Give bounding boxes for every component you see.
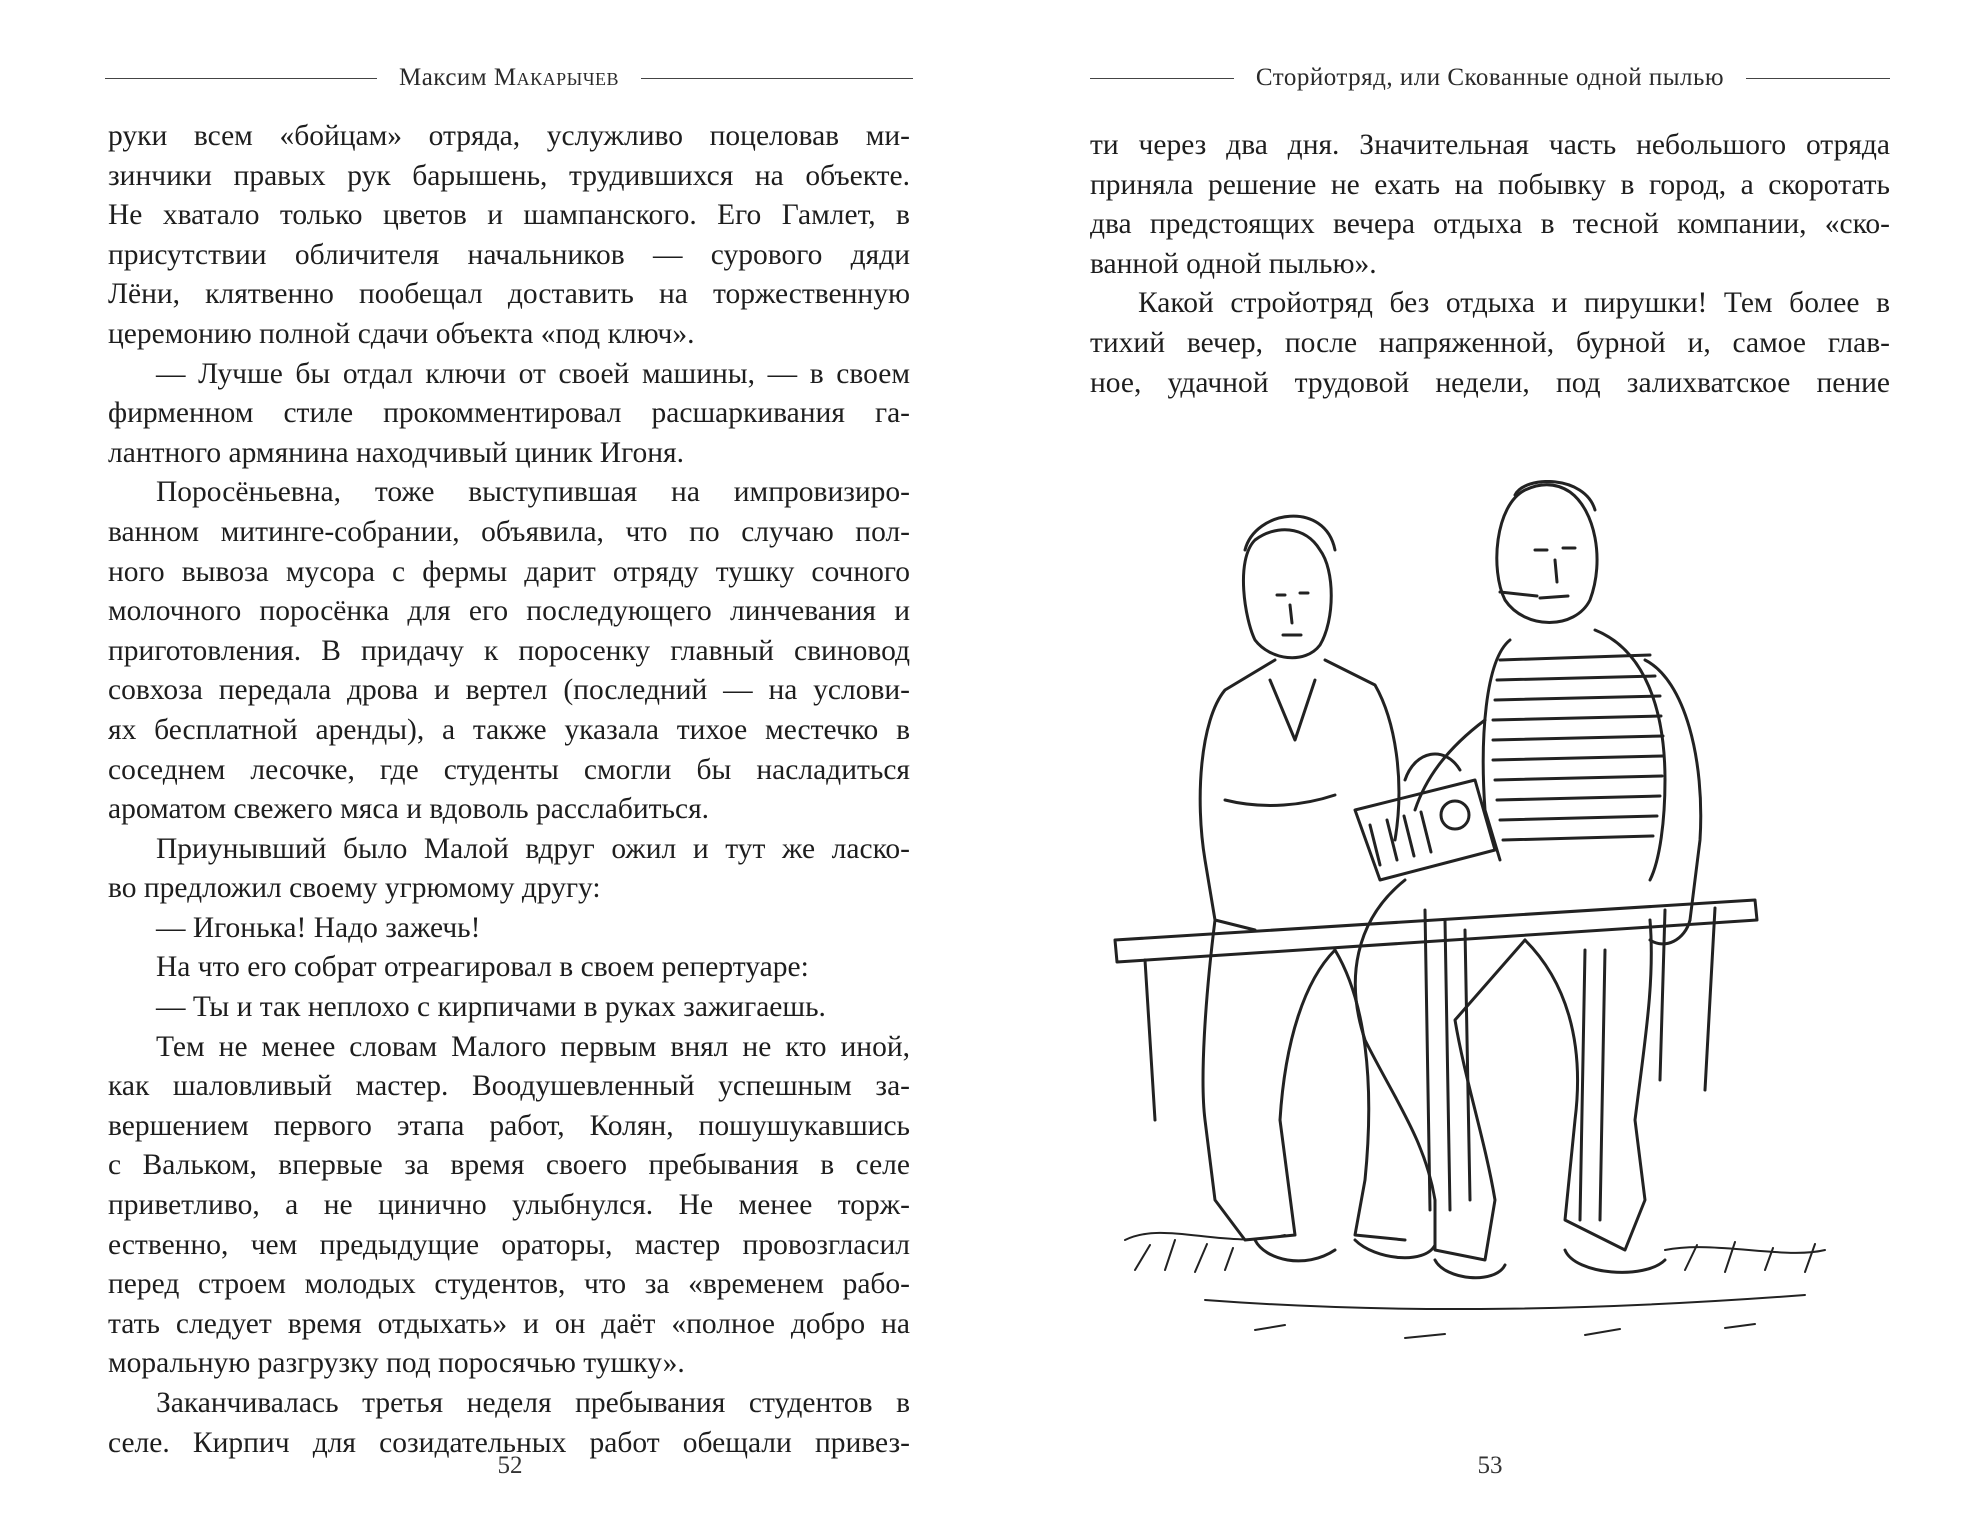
text-line: молочного поросёнка для его последующего линчевания и [108, 595, 910, 628]
text-line: ественно, чем предыдущие ораторы, мастер провозгласил [108, 1228, 910, 1261]
running-head-rule [641, 78, 913, 79]
text-line: приготовления. В придачу к поросенку главный свиновод [108, 634, 910, 667]
text-line: Тем не менее словам Малого первым внял не кто иной, [156, 1030, 910, 1063]
text-line: — Игонька! Надо зажечь! [156, 911, 481, 944]
running-head-rule [1090, 78, 1234, 79]
text-line: Не хватало только цветов и шампанского. Его Гамлет, в [108, 199, 910, 232]
text-line: — Лучше бы отдал ключи от своей машины, — в своем [156, 357, 910, 390]
text-line: совхоза передала дрова и вертел (последний — на услови- [108, 674, 910, 707]
author-first-name: Максим [398, 64, 488, 91]
text-line: тать следует время отдыхать» и он даёт «полное добро на [108, 1307, 910, 1340]
text-line: ях бесплатной аренды), а также указала тихое местечко в [108, 713, 910, 746]
book-title: Сторйотряд, или Скованные одной пылью [1255, 64, 1725, 91]
text-line: фирменном стиле прокомментировал расшаркивания га- [108, 397, 910, 430]
text-line: приветливо, а не цинично улыбнулся. Не менее торж- [108, 1189, 910, 1222]
text-line: два предстоящих вечера отдыха в тесной компании, «ско- [1090, 208, 1890, 241]
text-line: как шаловливый мастер. Воодушевленный успешным за- [108, 1070, 910, 1103]
text-line: тихий вечер, после напряженной, бурной и, самое глав- [1090, 326, 1890, 359]
text-line: присутствии обличителя начальников — сурового дяди [108, 238, 910, 271]
running-head-rule [105, 78, 377, 79]
text-line: — Ты и так неплохо с кирпичами в руках зажигаешь. [156, 991, 826, 1024]
text-line: приняла решение не ехать на побывку в город, а скоротать [1090, 168, 1890, 201]
text-line: вершением первого этапа работ, Колян, пошушукавшись [108, 1109, 910, 1142]
text-line: Заканчивалась третья неделя пребывания студентов в [156, 1387, 910, 1419]
text-line: соседнем лесочке, где студенты смогли бы насладиться [108, 753, 910, 786]
author-name [377, 64, 641, 92]
text-line: Какой стройотряд без отдыха и пирушки! Тем более в [1138, 287, 1890, 320]
text-line: зинчики правых рук барышень, трудившихся на объекте. [108, 159, 910, 192]
right-body-text [1090, 126, 1890, 403]
running-head-rule [1746, 78, 1890, 79]
right-running-head [1090, 58, 1890, 98]
text-line: руки всем «бойцам» отряда, услужливо поцеловав ми- [108, 120, 910, 152]
text-line: ное, удачной трудовой недели, под залихватское пение [1090, 366, 1890, 399]
page-number: 53 [1477, 1452, 1503, 1479]
right-figure [1355, 481, 1700, 1277]
text-line: церемонию полной сдачи объекта «под ключ». [108, 317, 695, 350]
text-line: во предложил своему угрюмому другу: [108, 872, 601, 905]
text-line: ванном митинге-собрании, объявила, что по случаю пол- [108, 515, 910, 548]
author-last-name: Макарычев [493, 64, 620, 91]
two-men-on-bench-drawing [1105, 480, 1865, 1360]
text-line: моральную разгрузку под поросячью тушку». [108, 1347, 685, 1380]
text-line: На что его собрат отреагировал в своем репертуаре: [156, 951, 809, 984]
text-line: с Вальком, впервые за время своего пребывания в селе [108, 1149, 910, 1182]
text-line: Лёни, клятвенно пообещал доставить на торжественную [108, 278, 910, 311]
left-figure [1200, 516, 1435, 1261]
page-number: 52 [497, 1452, 523, 1479]
radio [1355, 754, 1495, 880]
grass [1125, 1233, 1825, 1338]
text-line: селе. Кирпич для созидательных работ обещали привез- [108, 1426, 910, 1459]
text-line: ного вывоза мусора с фермы дарит отряду тушку сочного [108, 555, 910, 588]
left-running-head [105, 58, 913, 98]
text-line: ароматом свежего мяса и вдоволь расслабиться. [108, 793, 710, 826]
text-line: Поросёньевна, тоже выступившая на импровизиро- [156, 476, 910, 509]
left-body-text [108, 117, 910, 1463]
text-line: ванной одной пылью». [1090, 247, 1377, 280]
text-line: ти через два дня. Значительная часть небольшого отряда [1090, 129, 1890, 161]
text-line: перед строем молодых студентов, что за «временем рабо- [108, 1268, 910, 1301]
bench [1115, 900, 1757, 1120]
sketch-illustration [1105, 480, 1865, 1360]
text-line: лантного армянина находчивый циник Игоня. [108, 436, 684, 469]
text-line: Приунывший было Малой вдруг ожил и тут же ласко- [156, 832, 910, 865]
right-page [990, 0, 1980, 1531]
